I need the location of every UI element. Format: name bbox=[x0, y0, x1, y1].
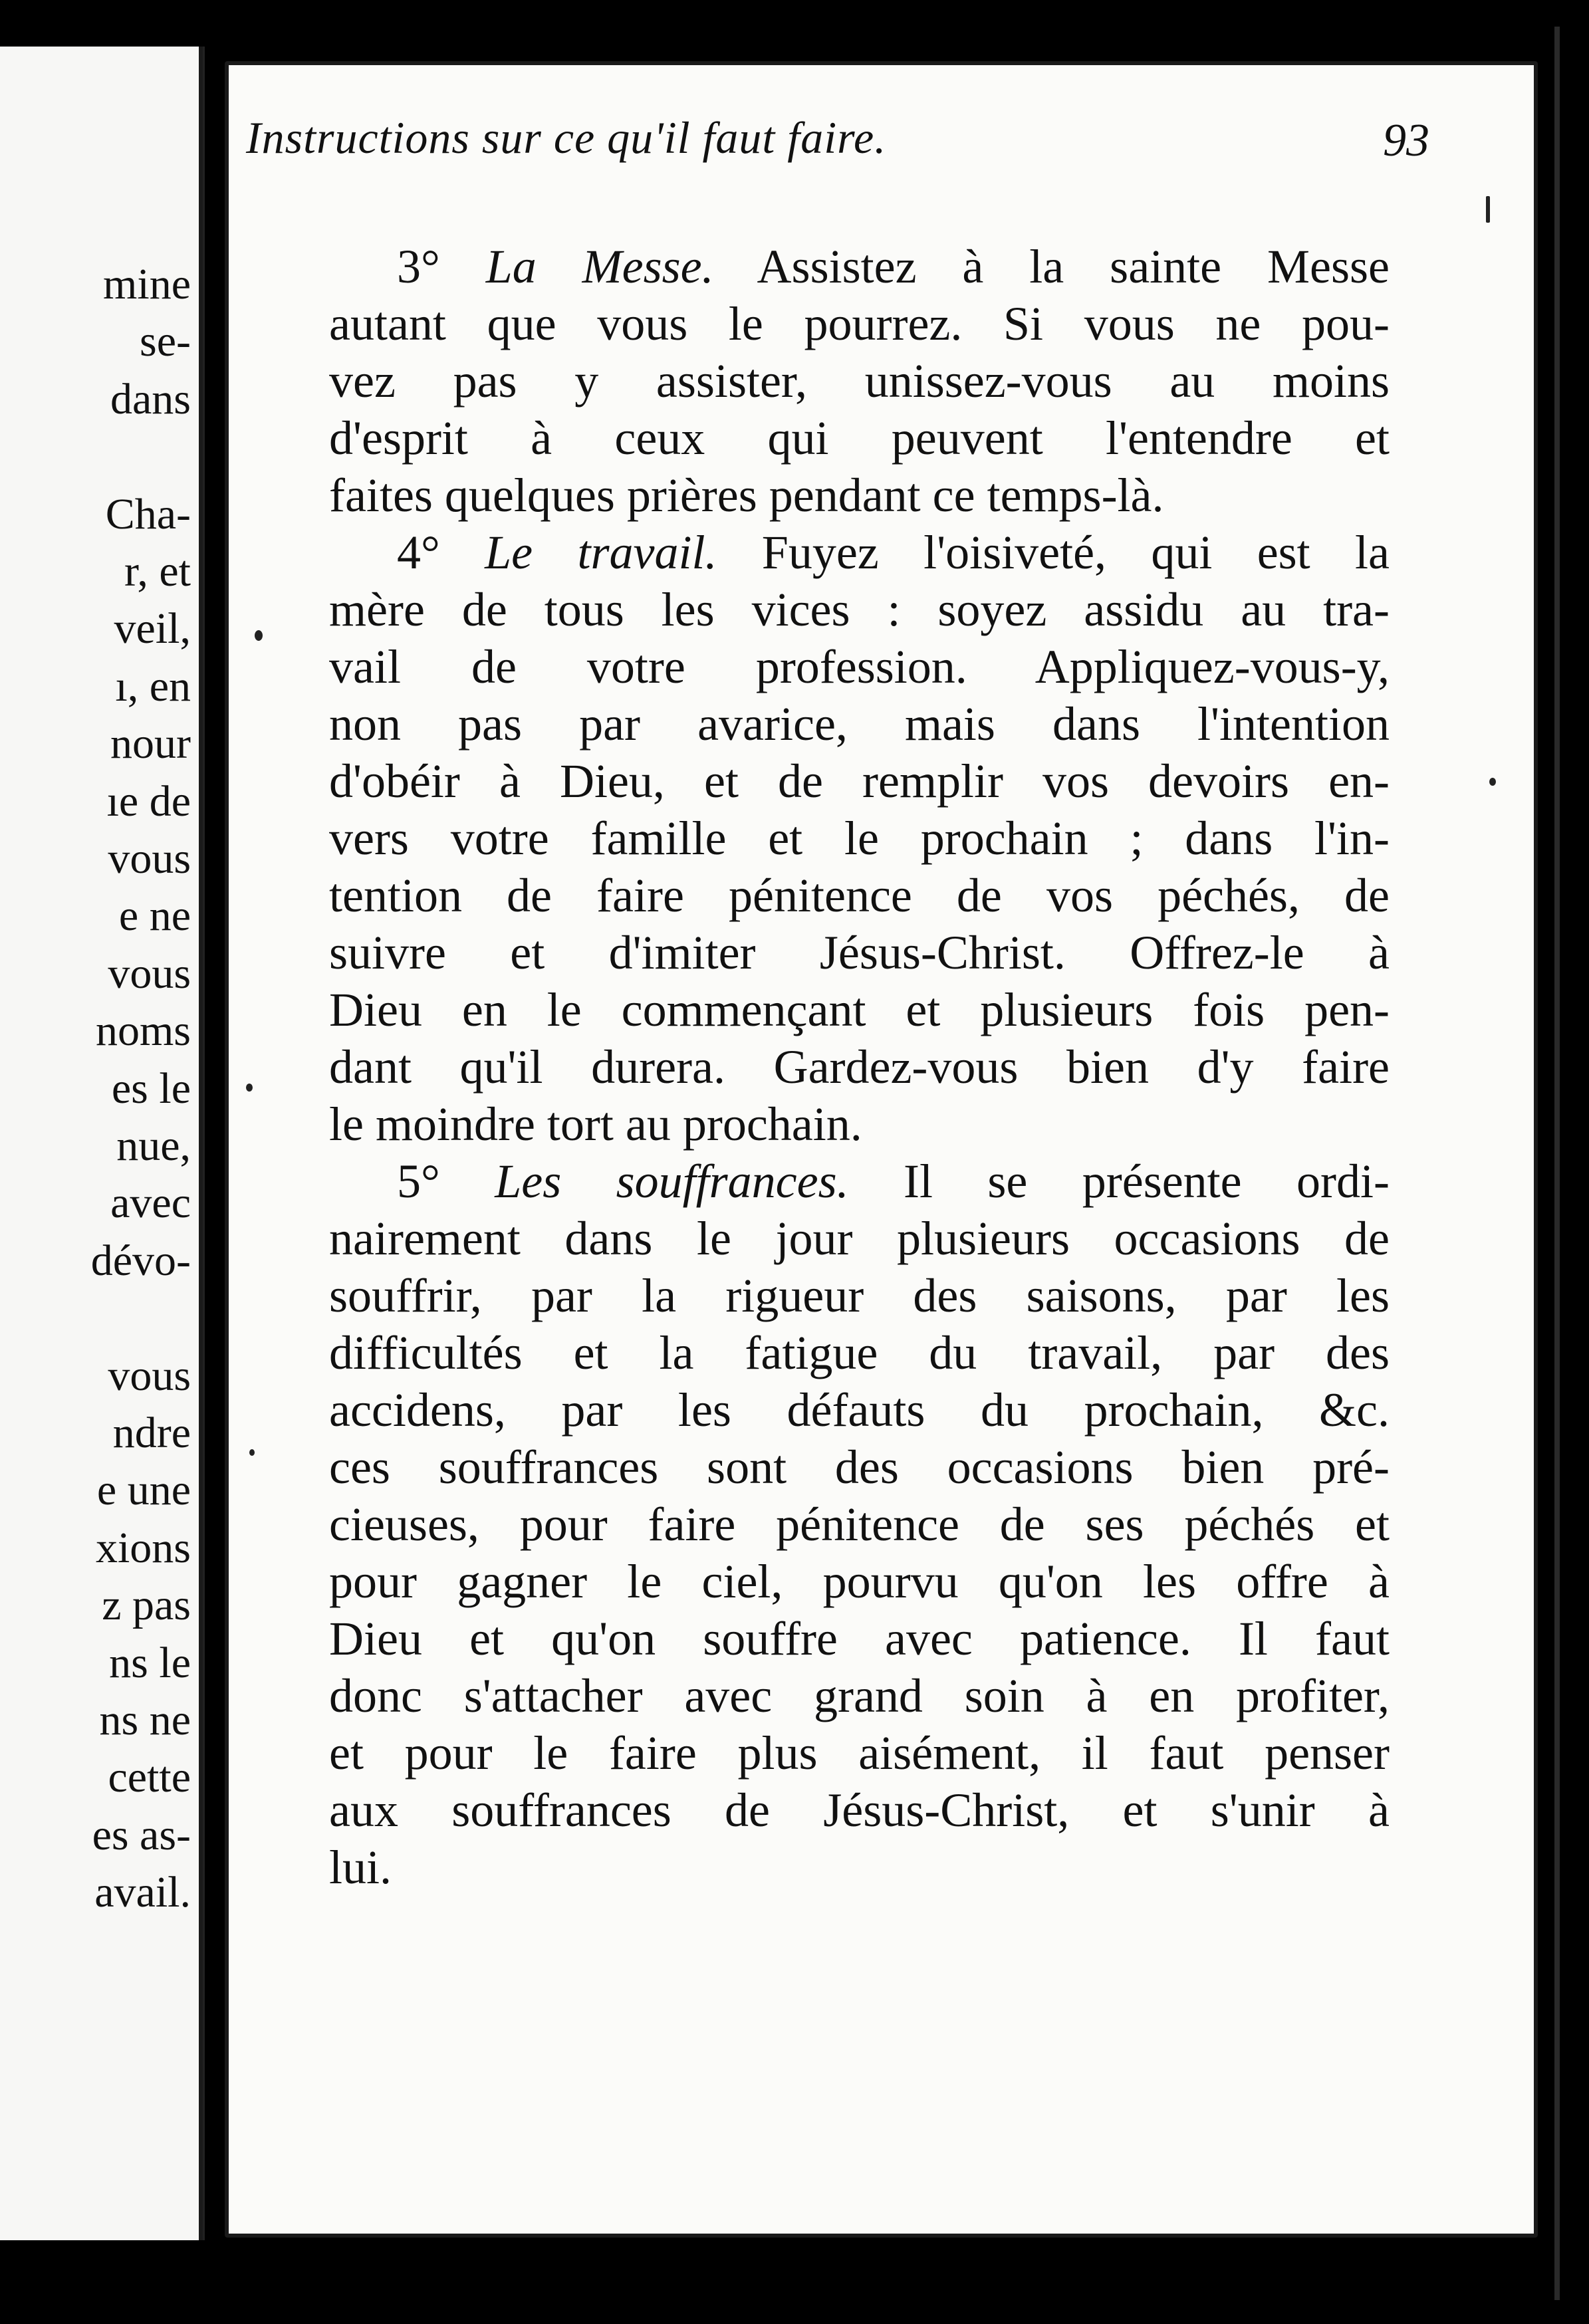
text-run: nairement dans le jour plusieurs occasions de bbox=[329, 1212, 1390, 1265]
text-run: et pour le faire plus aisément, il faut penser bbox=[329, 1726, 1390, 1780]
text-line bbox=[329, 1782, 1390, 1839]
text-run: difficultés et la fatigue du travail, par des bbox=[329, 1326, 1390, 1379]
text-run: lui. bbox=[329, 1841, 392, 1894]
text-line bbox=[329, 1439, 1390, 1496]
text-line bbox=[329, 753, 1390, 810]
book-edge bbox=[1554, 27, 1560, 2300]
text-line bbox=[329, 1038, 1390, 1096]
margin-mark bbox=[249, 1449, 255, 1456]
text-run: dant qu'il durera. Gardez-vous bien d'y faire bbox=[329, 1040, 1390, 1094]
text-run: accidens, par les défauts du prochain, &c. bbox=[329, 1383, 1390, 1437]
text-line bbox=[329, 867, 1390, 924]
previous-page-line: xions bbox=[95, 1523, 191, 1572]
previous-page-line: avail. bbox=[94, 1868, 191, 1917]
text-line bbox=[329, 409, 1390, 467]
text-line bbox=[329, 638, 1390, 695]
text-line bbox=[329, 810, 1390, 867]
section-heading: La Messe. bbox=[485, 240, 714, 293]
text-run: d'esprit à ceux qui peuvent l'entendre et bbox=[329, 411, 1390, 465]
text-run: aux souffrances de Jésus-Christ, et s'unir à bbox=[329, 1784, 1390, 1837]
previous-page-line: se- bbox=[140, 317, 191, 366]
margin-mark bbox=[255, 630, 263, 641]
text-line bbox=[329, 1610, 1390, 1667]
text-line bbox=[329, 695, 1390, 753]
text-line bbox=[329, 1724, 1390, 1782]
text-line bbox=[329, 1667, 1390, 1724]
text-line bbox=[329, 1096, 1390, 1153]
previous-page-edge bbox=[0, 47, 205, 2240]
text-line bbox=[329, 1153, 1390, 1210]
previous-page-line: ıe de bbox=[106, 776, 191, 826]
previous-page-line: cette bbox=[108, 1753, 191, 1802]
text-line bbox=[329, 467, 1390, 524]
previous-page-line: r, et bbox=[124, 547, 191, 596]
text-run: ces souffrances sont des occasions bien pré- bbox=[329, 1441, 1390, 1494]
text-run: souffrir, par la rigueur des saisons, par les bbox=[329, 1269, 1390, 1322]
text-line bbox=[329, 238, 1390, 295]
text-line bbox=[329, 581, 1390, 638]
previous-page-line: ı, en bbox=[115, 661, 191, 711]
previous-page-line: ns le bbox=[109, 1638, 191, 1687]
text-line bbox=[329, 1324, 1390, 1381]
previous-page-line: veil, bbox=[114, 604, 191, 653]
text-run: vez pas y assister, unissez-vous au moins bbox=[329, 354, 1390, 407]
previous-page-line: nour bbox=[110, 719, 191, 768]
text-line bbox=[329, 1381, 1390, 1439]
text-run: autant que vous le pourrez. Si vous ne pou- bbox=[329, 297, 1390, 350]
text-line bbox=[329, 352, 1390, 409]
previous-page-line: noms bbox=[95, 1006, 191, 1056]
margin-mark bbox=[1489, 778, 1496, 786]
previous-page-line: nue, bbox=[116, 1121, 191, 1170]
previous-page-line: e ne bbox=[118, 891, 191, 941]
previous-page-line: e une bbox=[96, 1466, 191, 1515]
previous-page-line: Cha- bbox=[105, 489, 191, 538]
previous-page-line: vous bbox=[108, 949, 191, 998]
text-line bbox=[329, 1839, 1390, 1896]
text-run: Fuyez l'oisiveté, qui est la bbox=[717, 526, 1390, 579]
text-run: 4° bbox=[397, 526, 485, 579]
page-number: 93 bbox=[1383, 115, 1429, 166]
text-run: suivre et d'imiter Jésus-Christ. Offrez-le à bbox=[329, 926, 1390, 979]
text-run: pour gagner le ciel, pourvu qu'on les offre à bbox=[329, 1555, 1390, 1608]
previous-page-line: es as- bbox=[92, 1810, 191, 1859]
previous-page-line: dévo- bbox=[90, 1236, 191, 1285]
text-run: Dieu en le commençant et plusieurs fois pen- bbox=[329, 983, 1390, 1036]
text-run: mère de tous les vices : soyez assidu au tra- bbox=[329, 583, 1390, 636]
section-heading: Les souffrances. bbox=[495, 1155, 849, 1208]
running-head: Instructions sur ce qu'il faut faire. bbox=[246, 112, 887, 163]
previous-page-line: vous bbox=[108, 1351, 191, 1400]
text-line bbox=[329, 1210, 1390, 1267]
text-run: 3° bbox=[397, 240, 486, 293]
previous-page-line: mine bbox=[103, 260, 191, 308]
text-line bbox=[329, 1553, 1390, 1610]
margin-mark bbox=[1486, 196, 1490, 223]
text-run: Assistez à la sainte Messe bbox=[713, 240, 1390, 293]
text-run: le moindre tort au prochain. bbox=[329, 1098, 862, 1151]
previous-page-line: ndre bbox=[112, 1409, 191, 1457]
text-run: d'obéir à Dieu, et de remplir vos devoirs en- bbox=[329, 755, 1390, 808]
gutter bbox=[199, 47, 203, 2240]
margin-mark bbox=[246, 1084, 253, 1092]
text-line bbox=[329, 1496, 1390, 1553]
text-line bbox=[329, 924, 1390, 981]
text-run: cieuses, pour faire pénitence de ses péchés et bbox=[329, 1498, 1390, 1551]
body-text bbox=[329, 238, 1390, 1896]
text-run: faites quelques prières pendant ce temps-là. bbox=[329, 469, 1164, 522]
previous-page-line: ns ne bbox=[99, 1696, 191, 1744]
previous-page-line: dans bbox=[110, 374, 191, 423]
text-run: Il se présente ordi- bbox=[848, 1155, 1390, 1208]
text-run: non pas par avarice, mais dans l'intention bbox=[329, 697, 1390, 751]
text-line bbox=[329, 524, 1390, 581]
text-run: vail de votre profession. Appliquez-vous-y, bbox=[329, 640, 1390, 693]
text-line bbox=[329, 981, 1390, 1038]
text-line bbox=[329, 1267, 1390, 1324]
text-run: tention de faire pénitence de vos péchés, de bbox=[329, 869, 1390, 922]
previous-page-line: avec bbox=[110, 1179, 191, 1228]
text-run: vers votre famille et le prochain ; dans l'in- bbox=[329, 812, 1390, 865]
section-heading: Le travail. bbox=[485, 526, 717, 579]
text-run: donc s'attacher avec grand soin à en profiter, bbox=[329, 1669, 1390, 1722]
previous-page-line: es le bbox=[111, 1064, 191, 1113]
previous-page-line: vous bbox=[108, 834, 191, 883]
text-run: 5° bbox=[397, 1155, 495, 1208]
text-run: Dieu et qu'on souffre avec patience. Il faut bbox=[329, 1612, 1390, 1665]
previous-page-line: z pas bbox=[102, 1581, 191, 1630]
text-line bbox=[329, 295, 1390, 352]
